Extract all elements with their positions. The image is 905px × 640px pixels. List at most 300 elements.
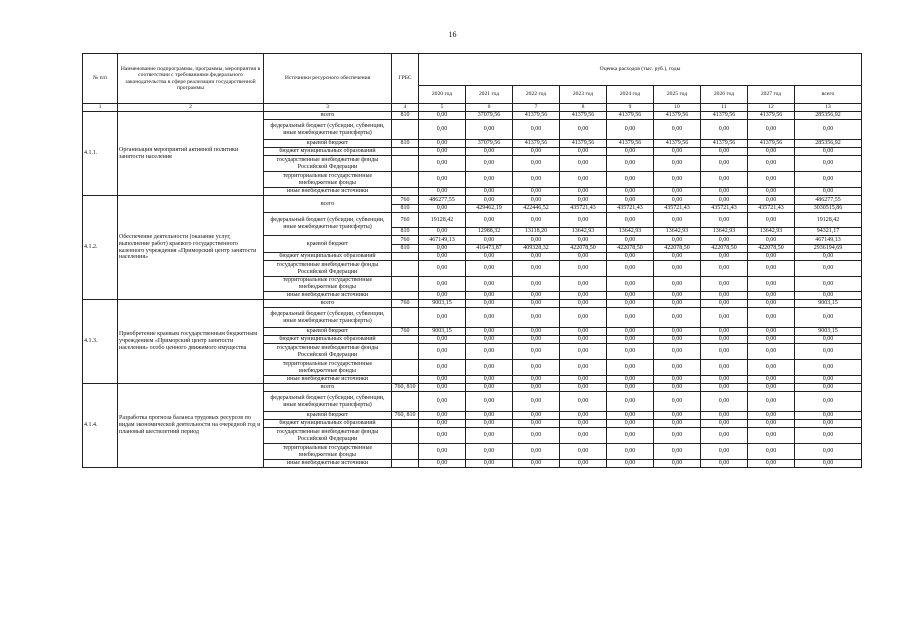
grbs-cell: 760 — [392, 213, 419, 228]
source-cell: территориальные государственные внебюджетные фонды — [264, 360, 392, 376]
value-cell: 0,00 — [654, 196, 701, 205]
total-cell: 0,00 — [795, 412, 862, 420]
source-cell: всего — [264, 196, 392, 213]
value-cell: 0,00 — [748, 328, 795, 336]
value-cell: 0,00 — [560, 148, 607, 156]
value-cell: 0,00 — [654, 156, 701, 172]
value-cell: 0,00 — [466, 328, 513, 336]
value-cell: 0,00 — [560, 460, 607, 468]
value-cell: 0,00 — [419, 228, 466, 236]
value-cell: 0,00 — [607, 213, 654, 228]
value-cell: 0,00 — [654, 253, 701, 261]
value-cell: 0,00 — [466, 376, 513, 384]
value-cell: 0,00 — [701, 120, 748, 140]
value-cell: 12988,32 — [466, 228, 513, 236]
value-cell: 41379,56 — [513, 112, 560, 120]
value-cell: 0,00 — [419, 112, 466, 120]
value-cell: 13642,93 — [560, 228, 607, 236]
header-total: всего — [795, 86, 862, 104]
column-number: 3 — [264, 104, 392, 112]
value-cell: 0,00 — [560, 261, 607, 277]
value-cell: 0,00 — [748, 460, 795, 468]
value-cell: 0,00 — [748, 253, 795, 261]
value-cell: 0,00 — [466, 236, 513, 245]
value-cell: 467149,13 — [419, 236, 466, 245]
value-cell: 0,00 — [607, 261, 654, 277]
source-cell: иные внебюджетные источники — [264, 188, 392, 196]
grbs-cell — [392, 188, 419, 196]
grbs-cell — [392, 172, 419, 188]
value-cell: 0,00 — [607, 360, 654, 376]
source-cell: иные внебюджетные источники — [264, 460, 392, 468]
table-row — [83, 300, 862, 308]
value-cell: 0,00 — [607, 344, 654, 360]
value-cell: 0,00 — [748, 344, 795, 360]
value-cell: 0,00 — [654, 344, 701, 360]
value-cell: 0,00 — [419, 384, 466, 392]
value-cell: 0,00 — [701, 428, 748, 444]
total-cell: 0,00 — [795, 253, 862, 261]
value-cell: 0,00 — [466, 172, 513, 188]
value-cell: 0,00 — [419, 336, 466, 344]
value-cell: 0,00 — [607, 412, 654, 420]
value-cell: 0,00 — [701, 308, 748, 328]
value-cell: 0,00 — [607, 444, 654, 460]
value-cell: 0,00 — [419, 205, 466, 213]
value-cell: 0,00 — [513, 196, 560, 205]
value-cell: 0,00 — [748, 213, 795, 228]
total-cell: 285356,92 — [795, 112, 862, 120]
total-cell: 0,00 — [795, 120, 862, 140]
total-cell: 9003,15 — [795, 300, 862, 308]
value-cell: 0,00 — [654, 148, 701, 156]
grbs-cell: 760 — [392, 300, 419, 308]
value-cell: 41379,56 — [607, 112, 654, 120]
source-cell: федеральный бюджет (субсидии, субвенции, иные межбюджетные трансферты) — [264, 392, 392, 412]
grbs-cell — [392, 344, 419, 360]
value-cell: 13642,93 — [607, 228, 654, 236]
column-number: 12 — [748, 104, 795, 112]
value-cell: 41379,56 — [607, 140, 654, 148]
total-cell: 0,00 — [795, 292, 862, 300]
value-cell: 0,00 — [466, 336, 513, 344]
value-cell: 422078,50 — [654, 245, 701, 253]
value-cell: 0,00 — [419, 120, 466, 140]
value-cell: 13118,20 — [513, 228, 560, 236]
value-cell: 41379,56 — [560, 140, 607, 148]
value-cell: 0,00 — [748, 428, 795, 444]
value-cell: 0,00 — [466, 300, 513, 308]
source-cell: всего — [264, 112, 392, 120]
value-cell: 0,00 — [513, 444, 560, 460]
total-cell: 9003,15 — [795, 328, 862, 336]
value-cell: 0,00 — [560, 428, 607, 444]
value-cell: 13642,93 — [701, 228, 748, 236]
source-cell: иные внебюджетные источники — [264, 376, 392, 384]
value-cell: 0,00 — [419, 428, 466, 444]
total-cell: 0,00 — [795, 392, 862, 412]
grbs-cell: 810 — [392, 112, 419, 120]
value-cell: 0,00 — [560, 156, 607, 172]
value-cell: 0,00 — [419, 360, 466, 376]
source-cell: государственные внебюджетные фонды Российской Федерации — [264, 156, 392, 172]
value-cell: 0,00 — [419, 460, 466, 468]
value-cell: 0,00 — [466, 292, 513, 300]
total-cell: 0,00 — [795, 444, 862, 460]
expense-table — [82, 53, 862, 468]
column-number: 4 — [392, 104, 419, 112]
source-cell: краевой бюджет — [264, 236, 392, 253]
value-cell: 0,00 — [701, 277, 748, 292]
value-cell: 0,00 — [701, 253, 748, 261]
grbs-cell — [392, 148, 419, 156]
value-cell: 0,00 — [748, 336, 795, 344]
value-cell: 0,00 — [513, 460, 560, 468]
value-cell: 0,00 — [654, 420, 701, 428]
value-cell: 0,00 — [466, 148, 513, 156]
total-cell: 2936194,69 — [795, 245, 862, 253]
value-cell: 0,00 — [654, 336, 701, 344]
value-cell: 0,00 — [701, 328, 748, 336]
source-cell: всего — [264, 300, 392, 308]
value-cell: 0,00 — [466, 120, 513, 140]
source-cell: территориальные государственные внебюджетные фонды — [264, 277, 392, 292]
value-cell: 0,00 — [607, 308, 654, 328]
value-cell: 41379,56 — [748, 140, 795, 148]
value-cell: 435721,43 — [560, 205, 607, 213]
column-number: 8 — [560, 104, 607, 112]
grbs-cell: 760, 810 — [392, 384, 419, 392]
value-cell: 0,00 — [513, 292, 560, 300]
value-cell: 0,00 — [560, 308, 607, 328]
value-cell: 0,00 — [607, 277, 654, 292]
value-cell: 435721,43 — [654, 205, 701, 213]
grbs-cell — [392, 392, 419, 412]
value-cell: 0,00 — [748, 376, 795, 384]
total-cell: 486277,55 — [795, 196, 862, 205]
value-cell: 37079,56 — [466, 112, 513, 120]
value-cell: 0,00 — [748, 188, 795, 196]
grbs-cell: 760 — [392, 328, 419, 336]
total-cell: 0,00 — [795, 277, 862, 292]
value-cell: 0,00 — [607, 428, 654, 444]
header-year: 2021 год — [466, 86, 513, 104]
value-cell: 0,00 — [513, 392, 560, 412]
value-cell: 0,00 — [607, 292, 654, 300]
value-cell: 0,00 — [466, 460, 513, 468]
source-cell: иные внебюджетные источники — [264, 292, 392, 300]
total-cell: 0,00 — [795, 420, 862, 428]
value-cell: 0,00 — [607, 120, 654, 140]
value-cell: 0,00 — [560, 213, 607, 228]
column-number: 9 — [607, 104, 654, 112]
value-cell: 0,00 — [513, 236, 560, 245]
source-cell: государственные внебюджетные фонды Российской Федерации — [264, 261, 392, 277]
value-cell: 0,00 — [701, 172, 748, 188]
value-cell: 0,00 — [654, 384, 701, 392]
total-cell: 94321,17 — [795, 228, 862, 236]
value-cell: 0,00 — [466, 444, 513, 460]
value-cell: 0,00 — [466, 196, 513, 205]
value-cell: 0,00 — [513, 428, 560, 444]
value-cell: 0,00 — [560, 172, 607, 188]
value-cell: 0,00 — [513, 336, 560, 344]
column-number: 13 — [795, 104, 862, 112]
value-cell: 0,00 — [701, 148, 748, 156]
value-cell: 0,00 — [701, 460, 748, 468]
value-cell: 0,00 — [466, 308, 513, 328]
value-cell: 0,00 — [513, 148, 560, 156]
total-cell: 0,00 — [795, 384, 862, 392]
value-cell: 9003,15 — [419, 300, 466, 308]
value-cell: 0,00 — [607, 460, 654, 468]
item-code: 4.1.2. — [83, 196, 118, 300]
value-cell: 0,00 — [560, 344, 607, 360]
value-cell: 0,00 — [701, 236, 748, 245]
total-cell: 0,00 — [795, 172, 862, 188]
value-cell: 0,00 — [513, 420, 560, 428]
value-cell: 0,00 — [560, 236, 607, 245]
value-cell: 0,00 — [654, 300, 701, 308]
value-cell: 0,00 — [513, 300, 560, 308]
grbs-cell — [392, 120, 419, 140]
value-cell: 0,00 — [419, 253, 466, 261]
value-cell: 409328,32 — [513, 245, 560, 253]
value-cell: 0,00 — [513, 412, 560, 420]
value-cell: 41379,56 — [513, 140, 560, 148]
value-cell: 0,00 — [748, 300, 795, 308]
value-cell: 422078,50 — [701, 245, 748, 253]
value-cell: 0,00 — [607, 392, 654, 412]
grbs-cell: 810 — [392, 228, 419, 236]
value-cell: 0,00 — [466, 188, 513, 196]
value-cell: 0,00 — [701, 292, 748, 300]
value-cell: 0,00 — [466, 420, 513, 428]
value-cell: 0,00 — [419, 172, 466, 188]
value-cell: 0,00 — [466, 261, 513, 277]
value-cell: 0,00 — [701, 376, 748, 384]
grbs-cell — [392, 253, 419, 261]
value-cell: 41379,56 — [560, 112, 607, 120]
total-cell: 0,00 — [795, 156, 862, 172]
value-cell: 0,00 — [654, 292, 701, 300]
value-cell: 0,00 — [607, 336, 654, 344]
table-row — [83, 196, 862, 205]
value-cell: 0,00 — [513, 213, 560, 228]
value-cell: 422446,52 — [513, 205, 560, 213]
grbs-cell: 810 — [392, 245, 419, 253]
table-body — [83, 112, 862, 468]
grbs-cell — [392, 261, 419, 277]
value-cell: 0,00 — [513, 261, 560, 277]
value-cell: 0,00 — [701, 420, 748, 428]
value-cell: 0,00 — [607, 236, 654, 245]
value-cell: 0,00 — [513, 376, 560, 384]
value-cell: 0,00 — [654, 236, 701, 245]
table-row — [83, 112, 862, 120]
item-name: Организация мероприятий активной политики занятости населения — [118, 112, 264, 196]
value-cell: 0,00 — [654, 428, 701, 444]
value-cell: 0,00 — [513, 344, 560, 360]
grbs-cell — [392, 444, 419, 460]
value-cell: 0,00 — [654, 392, 701, 412]
column-number: 2 — [118, 104, 264, 112]
value-cell: 422078,50 — [748, 245, 795, 253]
value-cell: 0,00 — [419, 308, 466, 328]
grbs-cell — [392, 277, 419, 292]
item-code: 4.1.3. — [83, 300, 118, 384]
source-cell: бюджет муниципальных образований — [264, 253, 392, 261]
item-name: Разработка прогноза баланса трудовых ресурсов по видам экономической деятельности на очередной год и плановый шестилетний период — [118, 384, 264, 468]
total-cell: 0,00 — [795, 188, 862, 196]
value-cell: 0,00 — [513, 120, 560, 140]
value-cell: 0,00 — [654, 188, 701, 196]
grbs-cell: 810 — [392, 140, 419, 148]
total-cell: 0,00 — [795, 336, 862, 344]
value-cell: 0,00 — [701, 156, 748, 172]
value-cell: 0,00 — [701, 444, 748, 460]
header-source: Источники ресурсного обеспечения — [264, 54, 392, 104]
value-cell: 0,00 — [701, 412, 748, 420]
value-cell: 0,00 — [607, 253, 654, 261]
column-number: 7 — [513, 104, 560, 112]
grbs-cell — [392, 428, 419, 444]
source-cell: краевой бюджет — [264, 412, 392, 420]
value-cell: 429462,19 — [466, 205, 513, 213]
item-name: Обеспечение деятельности (оказание услуг, выполнение работ) краевого государственного казенного учреждения «Приморский центр занятости населения» — [118, 196, 264, 300]
header-year: 2023 год — [560, 86, 607, 104]
value-cell: 0,00 — [748, 412, 795, 420]
value-cell: 0,00 — [748, 261, 795, 277]
value-cell: 9003,15 — [419, 328, 466, 336]
page-number: 16 — [448, 30, 457, 39]
grbs-cell — [392, 308, 419, 328]
source-cell: краевой бюджет — [264, 140, 392, 148]
value-cell: 0,00 — [560, 300, 607, 308]
value-cell: 0,00 — [466, 344, 513, 360]
value-cell: 0,00 — [701, 188, 748, 196]
value-cell: 0,00 — [560, 253, 607, 261]
value-cell: 0,00 — [513, 277, 560, 292]
value-cell: 0,00 — [607, 420, 654, 428]
value-cell: 0,00 — [654, 444, 701, 460]
value-cell: 0,00 — [560, 360, 607, 376]
total-cell: 0,00 — [795, 261, 862, 277]
value-cell: 0,00 — [701, 300, 748, 308]
value-cell: 0,00 — [560, 376, 607, 384]
value-cell: 0,00 — [466, 277, 513, 292]
value-cell: 0,00 — [513, 308, 560, 328]
grbs-cell: 810 — [392, 205, 419, 213]
value-cell: 0,00 — [654, 328, 701, 336]
item-code: 4.1.1. — [83, 112, 118, 196]
grbs-cell: 760, 810 — [392, 412, 419, 420]
value-cell: 0,00 — [654, 376, 701, 384]
item-name: Приобретение краевым государственным бюджетным учреждением «Приморский центр занятости населения» особо ценного движимого имущества — [118, 300, 264, 384]
value-cell: 0,00 — [701, 261, 748, 277]
value-cell: 13642,93 — [748, 228, 795, 236]
value-cell: 0,00 — [748, 308, 795, 328]
total-cell: 0,00 — [795, 344, 862, 360]
value-cell: 0,00 — [654, 460, 701, 468]
value-cell: 0,00 — [560, 188, 607, 196]
value-cell: 0,00 — [419, 412, 466, 420]
value-cell: 0,00 — [419, 277, 466, 292]
total-cell: 0,00 — [795, 376, 862, 384]
value-cell: 41379,56 — [748, 112, 795, 120]
value-cell: 0,00 — [560, 120, 607, 140]
source-cell: бюджет муниципальных образований — [264, 148, 392, 156]
value-cell: 0,00 — [466, 392, 513, 412]
value-cell: 0,00 — [748, 156, 795, 172]
value-cell: 0,00 — [513, 156, 560, 172]
value-cell: 0,00 — [748, 392, 795, 412]
column-number: 1 — [83, 104, 118, 112]
total-cell: 0,00 — [795, 428, 862, 444]
value-cell: 0,00 — [654, 172, 701, 188]
grbs-cell — [392, 420, 419, 428]
value-cell: 0,00 — [607, 172, 654, 188]
value-cell: 0,00 — [748, 384, 795, 392]
value-cell: 0,00 — [419, 392, 466, 412]
source-cell: территориальные государственные внебюджетные фонды — [264, 444, 392, 460]
value-cell: 0,00 — [419, 140, 466, 148]
value-cell: 0,00 — [560, 444, 607, 460]
grbs-cell — [392, 336, 419, 344]
total-cell: 467149,13 — [795, 236, 862, 245]
value-cell: 0,00 — [748, 172, 795, 188]
value-cell: 0,00 — [419, 245, 466, 253]
value-cell: 0,00 — [419, 148, 466, 156]
value-cell: 0,00 — [701, 360, 748, 376]
value-cell: 0,00 — [654, 412, 701, 420]
column-number: 6 — [466, 104, 513, 112]
value-cell: 0,00 — [466, 213, 513, 228]
value-cell: 41379,56 — [654, 140, 701, 148]
value-cell: 13642,93 — [654, 228, 701, 236]
source-cell: федеральный бюджет (субсидии, субвенции, иные межбюджетные трансферты) — [264, 308, 392, 328]
value-cell: 0,00 — [560, 292, 607, 300]
source-cell: государственные внебюджетные фонды Российской Федерации — [264, 344, 392, 360]
header-year: 2022 год — [513, 86, 560, 104]
item-code: 4.1.4. — [83, 384, 118, 468]
value-cell: 0,00 — [419, 156, 466, 172]
source-cell: бюджет муниципальных образований — [264, 336, 392, 344]
header-year: 2020 год — [419, 86, 466, 104]
value-cell: 486277,55 — [419, 196, 466, 205]
value-cell: 0,00 — [419, 261, 466, 277]
value-cell: 0,00 — [466, 412, 513, 420]
source-cell: бюджет муниципальных образований — [264, 420, 392, 428]
value-cell: 0,00 — [513, 328, 560, 336]
value-cell: 0,00 — [607, 384, 654, 392]
header-year: 2027 год — [748, 86, 795, 104]
value-cell: 0,00 — [419, 420, 466, 428]
value-cell: 37079,56 — [466, 140, 513, 148]
source-cell: федеральный бюджет (субсидии, субвенции, иные межбюджетные трансферты) — [264, 120, 392, 140]
value-cell: 0,00 — [607, 156, 654, 172]
grbs-cell — [392, 376, 419, 384]
value-cell: 0,00 — [654, 213, 701, 228]
value-cell: 0,00 — [607, 148, 654, 156]
value-cell: 0,00 — [419, 376, 466, 384]
source-cell: федеральный бюджет (субсидии, субвенции, иные межбюджетные трансферты) — [264, 213, 392, 236]
column-number: 5 — [419, 104, 466, 112]
header-grbs: ГРБС — [392, 54, 419, 104]
header-year: 2025 год — [654, 86, 701, 104]
value-cell: 0,00 — [748, 196, 795, 205]
value-cell: 41379,56 — [654, 112, 701, 120]
